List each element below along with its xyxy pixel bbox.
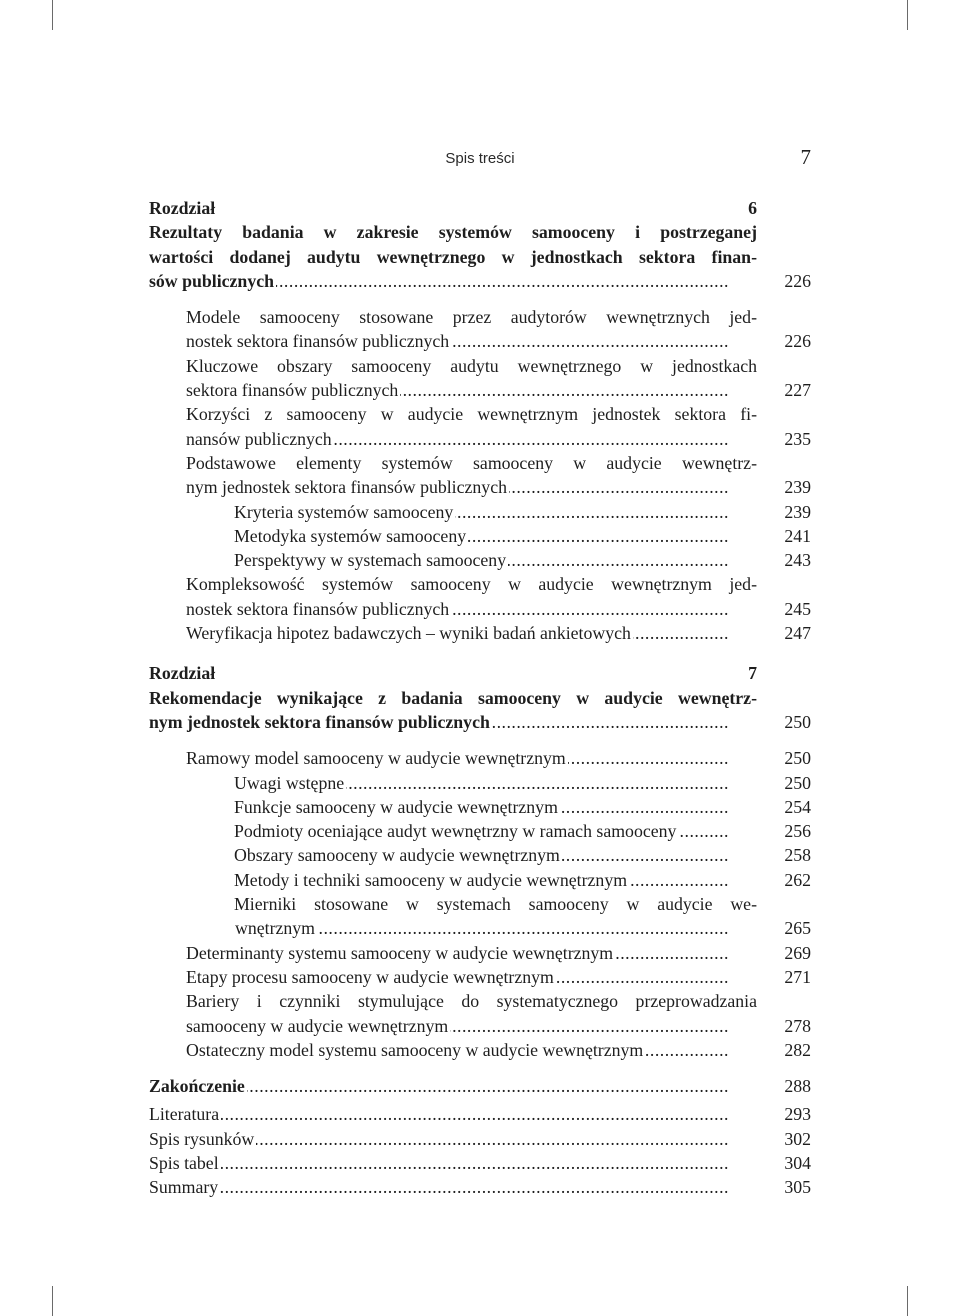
toc-page-number: 245 <box>784 598 811 619</box>
toc-entry-text: wartości dodanej audytu wewnętrznego w jednostkach sektora finan- <box>149 245 759 269</box>
toc-entry-text: Literatura <box>149 1104 220 1125</box>
toc-entry-text: Podstawowe elementy systemów samooceny w audycie wewnętrz- <box>149 451 759 475</box>
toc-entry-section[interactable] <box>149 941 811 965</box>
toc-entry-back[interactable] <box>149 1151 811 1175</box>
toc-page-number: 304 <box>784 1152 811 1173</box>
toc-entry-text: Kompleksowość systemów samooceny w audycie wewnętrznym jed- <box>149 572 759 596</box>
toc-entry-text: Zakończenie <box>149 1076 245 1097</box>
toc-page-number: 269 <box>784 942 811 963</box>
toc-page-number: 239 <box>784 477 811 498</box>
crop-mark-bottom-left <box>52 1286 53 1316</box>
toc-page-number: 278 <box>784 1015 811 1036</box>
toc-entry-chapter[interactable] <box>149 661 811 734</box>
toc-page-number: 293 <box>784 1104 811 1125</box>
toc-entry-text: Determinanty systemu samooceny w audycie wewnętrznym <box>149 943 615 963</box>
toc-entry-text: Ostateczny model systemu samooceny w audycie wewnętrznym <box>149 1040 645 1060</box>
toc-page-number: 247 <box>784 623 811 644</box>
toc-entry-text: Uwagi wstępne <box>149 773 346 793</box>
toc-entry-text: Ramowy model samooceny w audycie wewnętrznym <box>149 748 568 768</box>
running-title: Spis treści <box>445 150 515 167</box>
toc-entry-section[interactable] <box>149 621 811 645</box>
toc-page-number: 250 <box>784 772 811 793</box>
toc-entry-subsection[interactable] <box>149 819 811 843</box>
toc-entry-subsection[interactable] <box>149 892 811 941</box>
toc-page-number: 226 <box>784 331 811 352</box>
toc-entry-section[interactable] <box>149 1038 811 1062</box>
page-header <box>149 145 811 173</box>
toc-entry-text: Weryfikacja hipotez badawczych – wyniki badań ankietowych <box>149 623 633 643</box>
crop-mark-bottom-right <box>907 1286 908 1316</box>
toc-entry-text: Podmioty oceniające audyt wewnętrzny w ramach samooceny <box>149 821 678 841</box>
toc-page-number: 258 <box>784 845 811 866</box>
toc-page-number: 254 <box>784 796 811 817</box>
crop-mark-top-left <box>52 0 53 30</box>
toc-entry-text: Metody i techniki samooceny w audycie wewnętrznym <box>149 870 629 890</box>
toc-entry-section[interactable] <box>149 746 811 770</box>
toc-page-number: 288 <box>784 1076 811 1097</box>
toc-entry-text: nansów publicznych <box>149 429 334 449</box>
toc-entry-text: nostek sektora finansów publicznych <box>149 599 451 619</box>
toc-page-number: 226 <box>784 270 811 291</box>
toc-entry-section[interactable] <box>149 989 811 1038</box>
toc-entry-text: nym jednostek sektora finansów publicznych <box>149 477 509 497</box>
toc-entry-closing[interactable] <box>149 1074 811 1098</box>
toc-entry-text: Bariery i czynniki stymulujące do systematycznego przeprowadzania <box>149 989 759 1013</box>
toc-entry-subsection[interactable] <box>149 548 811 572</box>
toc-entry-text: Obszary samooceny w audycie wewnętrznym <box>149 845 562 865</box>
toc-entry-subsection[interactable] <box>149 500 811 524</box>
toc-page-number: 302 <box>784 1128 811 1149</box>
toc-page-number: 250 <box>784 711 811 732</box>
table-of-contents <box>149 196 811 1200</box>
toc-entry-text: Modele samooceny stosowane przez audytorów wewnętrznych jed- <box>149 305 759 329</box>
toc-page-number: 271 <box>784 966 811 987</box>
toc-entry-section[interactable] <box>149 402 811 451</box>
toc-page-number: 262 <box>784 869 811 890</box>
toc-entry-subsection[interactable] <box>149 868 811 892</box>
toc-entry-text: Spis rysunków <box>149 1128 255 1149</box>
toc-entry-text: nostek sektora finansów publicznych <box>149 331 451 351</box>
toc-entry-subsection[interactable] <box>149 771 811 795</box>
crop-mark-top-right <box>907 0 908 30</box>
toc-entry-subsection[interactable] <box>149 795 811 819</box>
toc-entry-back[interactable] <box>149 1127 811 1151</box>
toc-entry-text: nym jednostek sektora finansów publicznych <box>149 711 490 732</box>
toc-page-number: 241 <box>784 525 811 546</box>
toc-page-number: 265 <box>784 918 811 939</box>
toc-page-number: 250 <box>784 748 811 769</box>
toc-entry-section[interactable] <box>149 572 811 621</box>
toc-page-number: 282 <box>784 1039 811 1060</box>
toc-entry-text: Summary <box>149 1177 219 1198</box>
toc-entry-chapter[interactable] <box>149 196 811 293</box>
toc-page-number: 239 <box>784 501 811 522</box>
toc-page-number: 256 <box>784 821 811 842</box>
toc-entry-text: samooceny w audycie wewnętrznym <box>149 1016 450 1036</box>
toc-entry-text: Perspektywy w systemach samooceny <box>149 550 508 570</box>
toc-page-number: 227 <box>784 380 811 401</box>
toc-entry-section[interactable] <box>149 965 811 989</box>
toc-page-number: 243 <box>784 550 811 571</box>
toc-entry-text: Rekomendacje wynikające z badania samooceny w audycie wewnętrz- <box>149 686 759 710</box>
toc-page-number: 305 <box>784 1177 811 1198</box>
toc-entry-text: wnętrznym <box>149 918 317 938</box>
toc-entry-text: Kryteria systemów samooceny <box>149 502 455 522</box>
toc-entry-section[interactable] <box>149 354 811 403</box>
page-number: 7 <box>800 145 811 169</box>
toc-entry-text: Spis tabel <box>149 1152 219 1173</box>
toc-entry-back[interactable] <box>149 1102 811 1126</box>
toc-entry-text: Rozdział 6 <box>149 196 759 220</box>
toc-entry-section[interactable] <box>149 451 811 500</box>
toc-entry-text: Korzyści z samooceny w audycie wewnętrznym jednostek sektora fi- <box>149 402 759 426</box>
toc-entry-text: Funkcje samooceny w audycie wewnętrznym <box>149 797 560 817</box>
toc-entry-subsection[interactable] <box>149 843 811 867</box>
toc-entry-text: Etapy procesu samooceny w audycie wewnętrznym <box>149 967 556 987</box>
toc-entry-text: Kluczowe obszary samooceny audytu wewnętrznego w jednostkach <box>149 354 759 378</box>
toc-entry-text: Metodyka systemów samooceny <box>149 526 468 546</box>
toc-entry-section[interactable] <box>149 305 811 354</box>
toc-entry-text: Rozdział 7 <box>149 661 759 685</box>
toc-entry-subsection[interactable] <box>149 524 811 548</box>
toc-entry-text: Mierniki stosowane w systemach samooceny w audycie we- <box>149 892 759 916</box>
toc-entry-text: sów publicznych <box>149 270 274 291</box>
toc-entry-back[interactable] <box>149 1175 811 1199</box>
toc-entry-text: sektora finansów publicznych <box>149 380 400 400</box>
toc-page-number: 235 <box>784 428 811 449</box>
toc-entry-text: Rezultaty badania w zakresie systemów samooceny i postrzeganej <box>149 220 759 244</box>
